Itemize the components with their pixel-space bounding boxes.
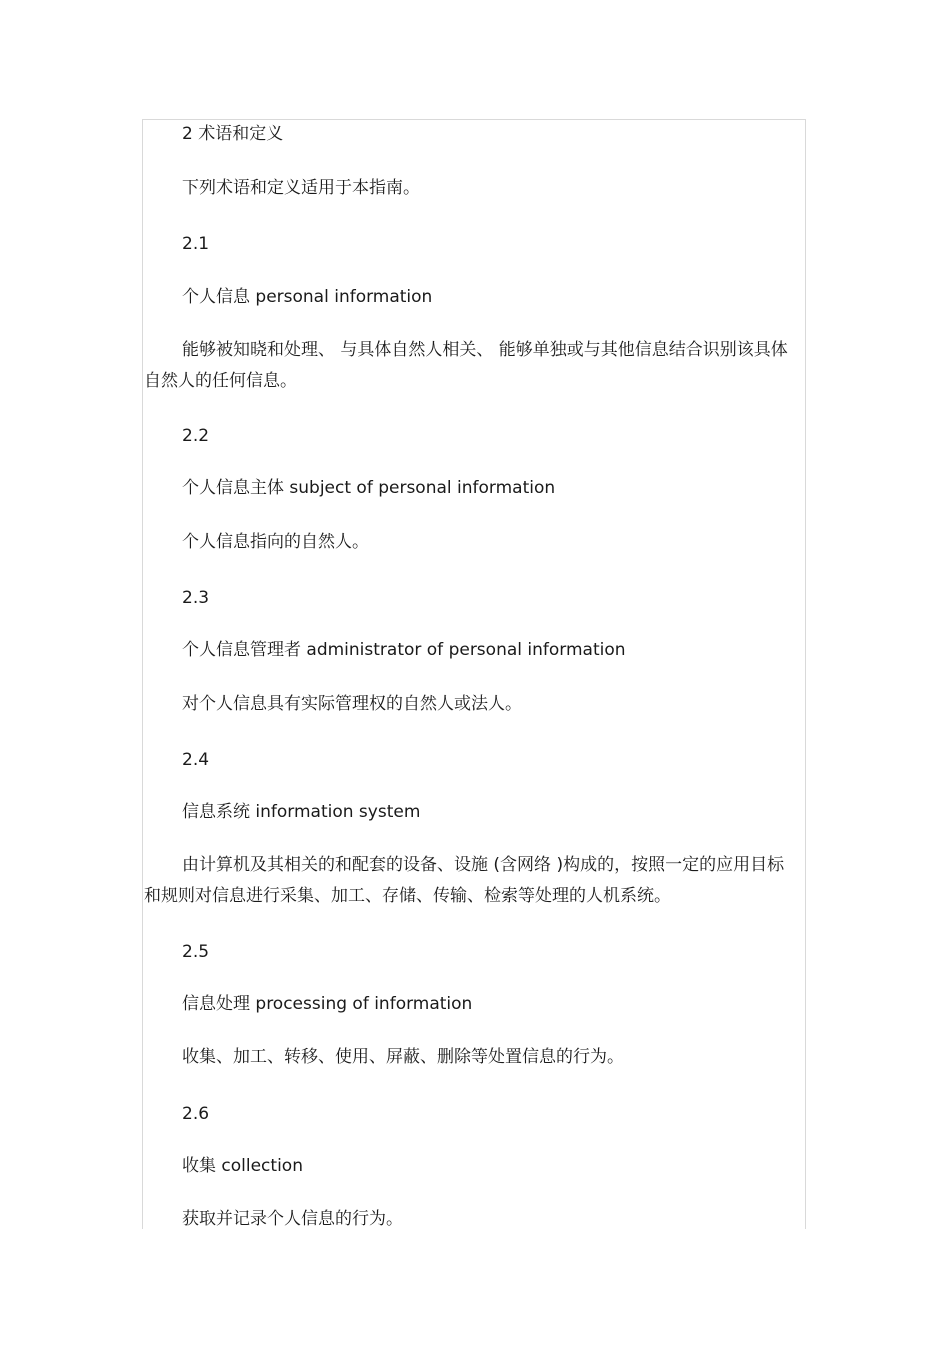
term-definition: 个人信息指向的自然人。 (182, 532, 369, 552)
term-title: 信息处理 processing of information (182, 994, 473, 1014)
term-title: 个人信息主体 subject of personal information (182, 478, 556, 498)
term-number: 2.3 (182, 588, 210, 608)
term-title: 收集 collection (182, 1156, 303, 1176)
term-definition: 能够被知晓和处理、 与具体自然人相关、 能够单独或与其他信息结合识别该具体自然人的任何信息。 (144, 340, 788, 391)
term-title: 个人信息管理者 administrator of personal information (182, 640, 626, 660)
term-number: 2.1 (182, 234, 210, 254)
term-title: 信息系统 information system (182, 802, 421, 822)
term-definition: 对个人信息具有实际管理权的自然人或法人。 (182, 694, 522, 714)
term-number: 2.6 (182, 1104, 210, 1124)
term-title: 个人信息 personal information (182, 287, 433, 307)
term-number: 2.4 (182, 750, 210, 770)
section-heading: 2 术语和定义 (182, 124, 284, 144)
term-number: 2.2 (182, 426, 210, 446)
section-intro: 下列术语和定义适用于本指南。 (182, 178, 420, 198)
term-definition: 收集、加工、转移、使用、屏蔽、删除等处置信息的行为。 (182, 1047, 624, 1067)
term-definition: 由计算机及其相关的和配套的设备、设施 (含网络 )构成的，按照一定的应用目标和规则对信息进行采集、加工、存储、传输、检索等处理的人机系统。 (144, 855, 785, 906)
term-definition: 获取并记录个人信息的行为。 (182, 1209, 403, 1229)
term-number: 2.5 (182, 942, 210, 962)
